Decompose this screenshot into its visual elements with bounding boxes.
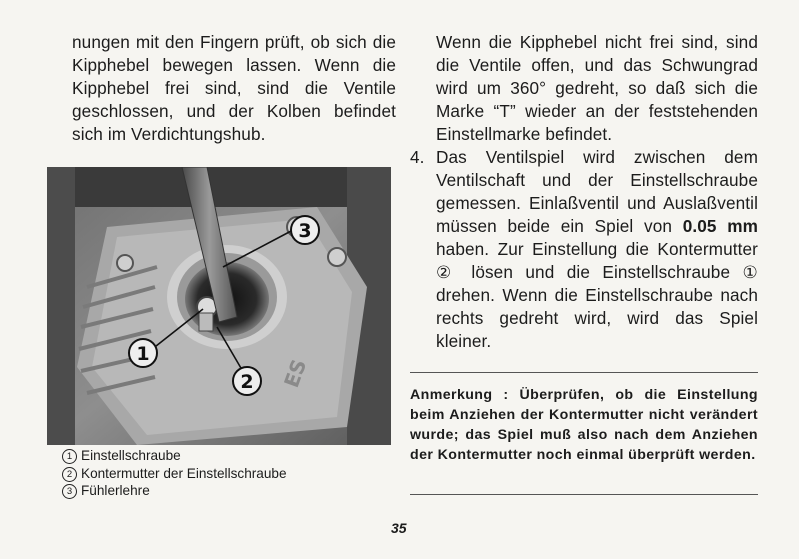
svg-text:ES: ES (279, 356, 312, 391)
callout-3 (291, 216, 319, 244)
right-column (410, 31, 758, 353)
left-paragraph: nungen mit den Fingern prüft, ob sich die Kipphebel bewegen lassen. Wenn die Kipphebel frei sind, sind die Ventile geschlossen, und der Kolben befindet sich im Verdichtungshub. (72, 32, 396, 144)
engine-photo-image (47, 167, 391, 445)
clearance-value: 0.05 mm (682, 216, 758, 236)
step-4-number: 4. (410, 147, 425, 167)
note-label: Anmerkung : (410, 387, 509, 403)
svg-text:3: 3 (298, 220, 312, 242)
left-column (72, 31, 396, 146)
right-intro-paragraph: Wenn die Kipphebel nicht frei sind, sind die Ventile offen, und das Schwungrad wird um 360° gedreht, so daß sich die Marke “T” wieder an der feststehenden Einstellmarke befindet. (436, 32, 758, 144)
caption-2: 2 Kontermutter der Einstellschraube (62, 465, 402, 483)
svg-text:1: 1 (136, 343, 150, 365)
step-4: 4. Das Ventilspiel wird zwischen dem Ventilschaft und der Einstellschraube gemessen. Einlaßventil und Auslaßventil müssen beide ein Spiel von 0.05 mm haben. Zur Einstellung die Kontermutter ② lösen und die Einstellschraube ① drehen. Wenn die Einstellschraube nach rechts gedreht wird, wird das Spiel kleiner. (410, 147, 758, 351)
note-box (410, 385, 758, 465)
callout-1 (129, 339, 157, 367)
engine-photo (47, 167, 391, 445)
note-text: Überprüfen, ob die Einstellung beim Anziehen der Kontermutter nicht verändert wurde; das Spiel muß also nach dem Anziehen der Kontermutter noch einmal überprüft werden. (410, 387, 758, 463)
caption-1: 1 Einstellschraube (62, 447, 402, 465)
note-top-rule (410, 372, 758, 373)
callout-2 (233, 367, 261, 395)
figure-captions (62, 447, 402, 500)
page-number: 35 (391, 520, 407, 536)
caption-3: 3 Fühlerlehre (62, 482, 402, 500)
svg-text:2: 2 (240, 371, 254, 393)
note-bottom-rule (410, 494, 758, 495)
